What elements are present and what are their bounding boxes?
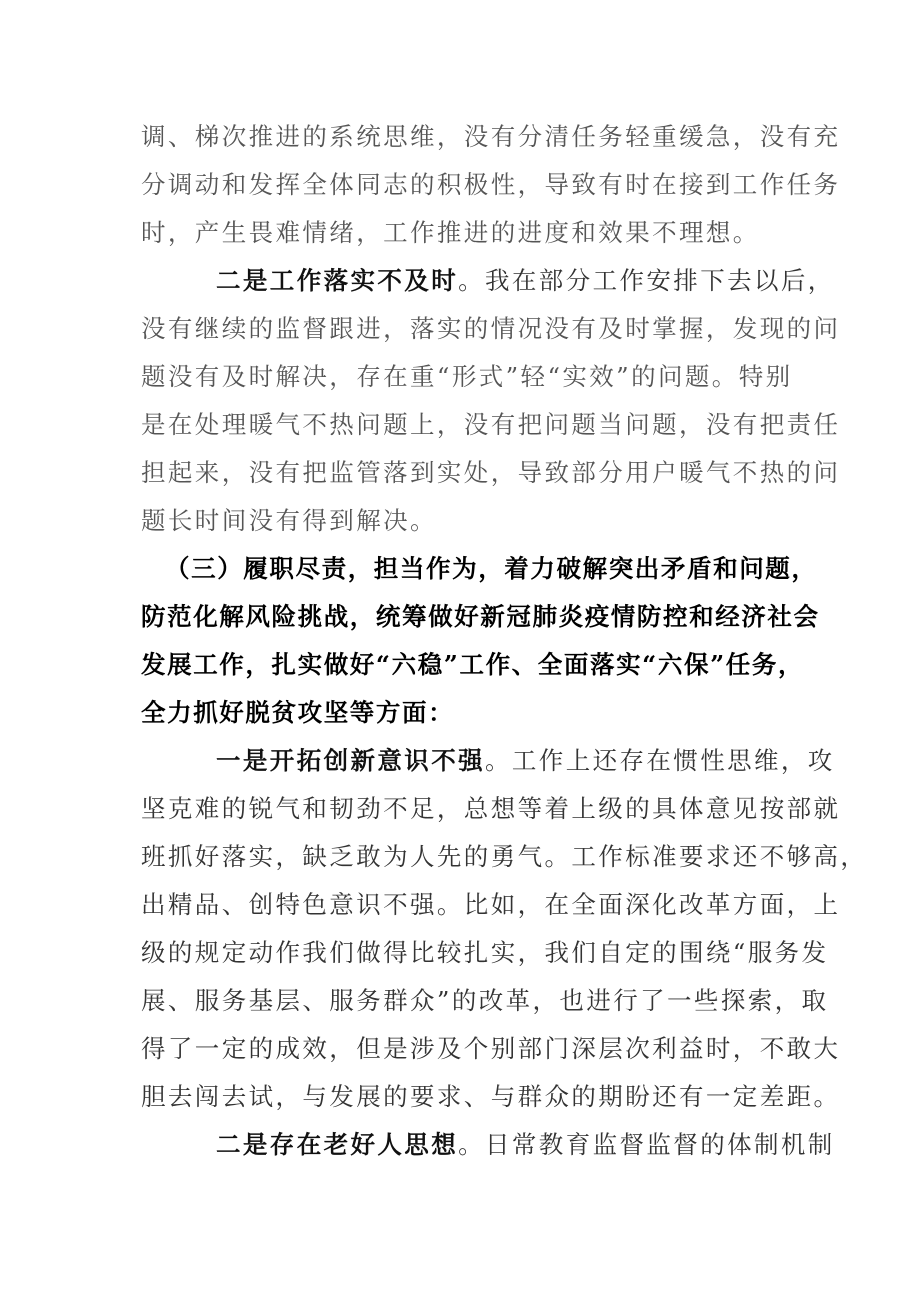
paragraph-lead-line bbox=[216, 259, 835, 302]
text-line: 展、服务基层、服务群众”的改革，也进行了一些探索，取 bbox=[141, 986, 829, 1015]
text-line: 分调动和发挥全体同志的积极性，导致有时在接到工作任务 bbox=[141, 170, 841, 199]
lead-phrase: 二是存在老好人思想 bbox=[216, 1130, 459, 1159]
section-heading-line: 全力抓好脱贫攻坚等方面： bbox=[141, 698, 455, 727]
text-line: 调、梯次推进的系统思维，没有分清任务轻重缓急，没有充 bbox=[141, 122, 841, 151]
lead-phrase: 二是工作落实不及时 bbox=[216, 266, 459, 295]
text-line: 级的规定动作我们做得比较扎实，我们自定的围绕“服务发 bbox=[141, 938, 829, 967]
text-line: 胆去闯去试，与发展的要求、与群众的期盼还有一定差距。 bbox=[141, 1082, 841, 1111]
text-line: 题没有及时解决，存在重“形式”轻“实效”的问题。特别 bbox=[141, 362, 793, 391]
paragraph-lead-line bbox=[216, 1123, 835, 1166]
text-line: 是在处理暖气不热问题上，没有把问题当问题，没有把责任 bbox=[141, 410, 841, 439]
text-line: 时，产生畏难情绪，工作推进的进度和效果不理想。 bbox=[141, 218, 760, 247]
text-line: 没有继续的监督跟进，落实的情况没有及时掌握，发现的问 bbox=[141, 314, 841, 343]
lead-phrase: 一是开拓创新意识不强 bbox=[216, 746, 485, 775]
text-line: 担起来，没有把监管落到实处，导致部分用户暖气不热的问 bbox=[141, 458, 841, 487]
text-line: 坚克难的锐气和韧劲不足，总想等着上级的具体意见按部就 bbox=[141, 794, 841, 823]
section-heading-line: 发展工作，扎实做好“六稳”工作、全面落实“六保”任务， bbox=[141, 650, 805, 679]
text-line: 班抓好落实，缺乏敢为人先的勇气。工作标准要求还不够高， bbox=[141, 842, 868, 871]
lead-rest: 。日常教育监督监督的体制机制 bbox=[458, 1130, 835, 1159]
lead-rest: 。我在部分工作安排下去以后， bbox=[458, 266, 835, 295]
lead-rest: 。工作上还存在惯性思维，攻 bbox=[485, 746, 835, 775]
paragraph-lead-line bbox=[216, 739, 835, 782]
text-line: 出精品、创特色意识不强。比如，在全面深化改革方面，上 bbox=[141, 890, 841, 919]
text-line: 题长时间没有得到解决。 bbox=[141, 506, 437, 535]
section-heading-line: （三）履职尽责，担当作为，着力破解突出矛盾和问题， bbox=[165, 554, 818, 583]
text-line: 得了一定的成效，但是涉及个别部门深层次利益时，不敢大 bbox=[141, 1034, 841, 1063]
section-heading-line: 防范化解风险挑战，统筹做好新冠肺炎疫情防控和经济社会 bbox=[141, 602, 820, 631]
